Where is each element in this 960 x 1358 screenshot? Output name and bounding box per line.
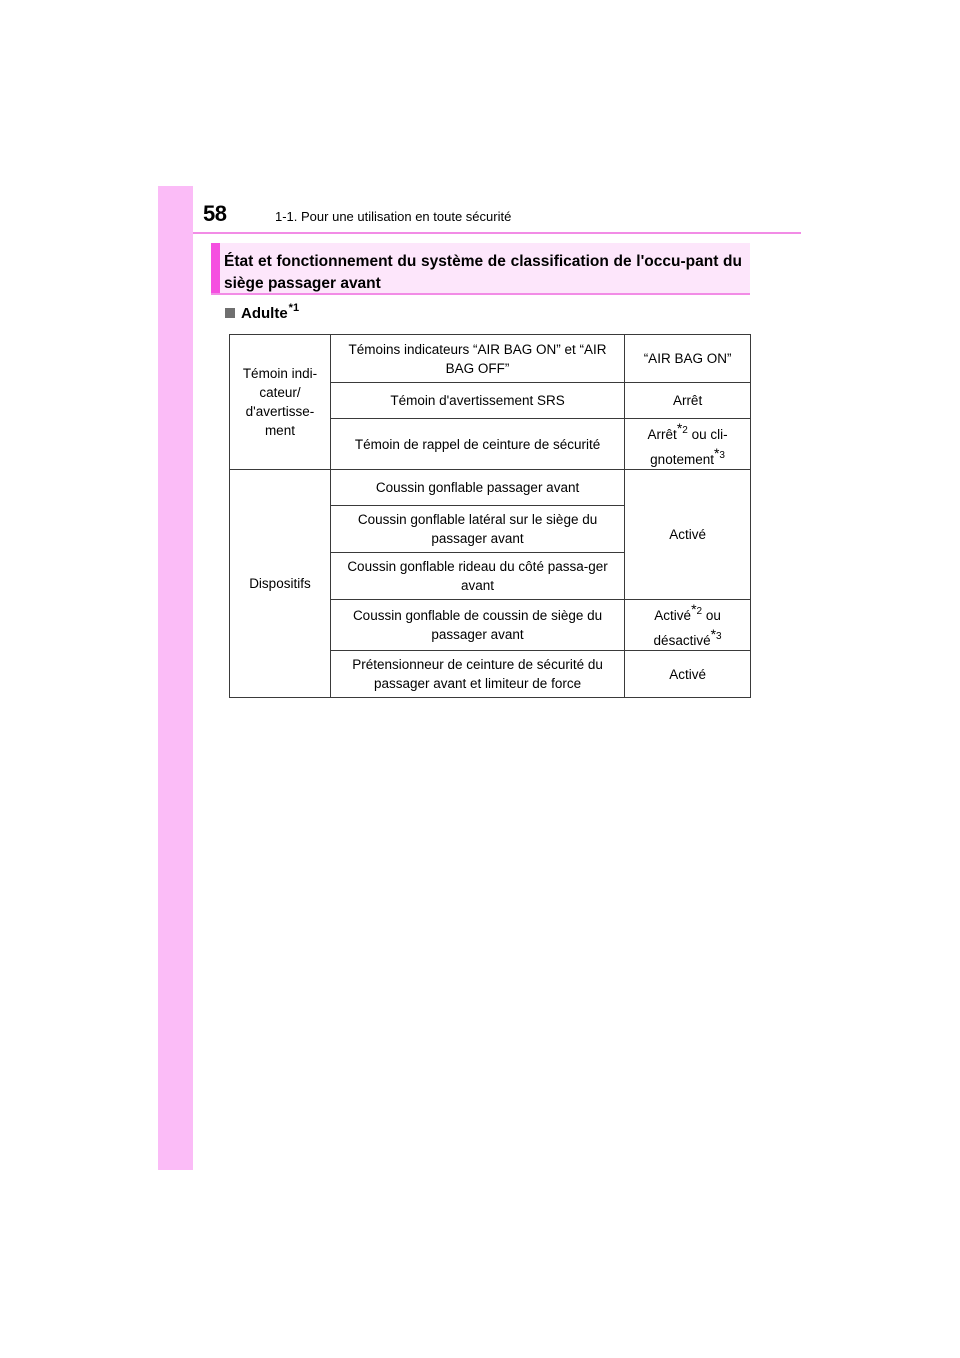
subheading-label: Adulte bbox=[241, 305, 288, 322]
section-accent-bar bbox=[211, 243, 220, 293]
item-cell: Coussin gonflable rideau du côté passa-ger avant bbox=[330, 553, 624, 600]
page-number: 58 bbox=[203, 201, 227, 226]
square-bullet-icon bbox=[225, 308, 235, 318]
section-heading-box bbox=[211, 243, 750, 295]
state-cell: Activé$^{*2}$ ou désactivé$^{*3}$ bbox=[625, 600, 751, 651]
subheading-adulte bbox=[225, 302, 299, 322]
item-cell: Témoin de rappel de ceinture de sécurité bbox=[330, 419, 624, 470]
chapter-side-tab bbox=[158, 186, 193, 1170]
item-cell: Coussin gonflable latéral sur le siège du passager avant bbox=[330, 506, 624, 553]
status-table bbox=[229, 334, 751, 698]
merged-state-cell: Activé bbox=[625, 470, 751, 600]
state-cell: Arrêt bbox=[625, 383, 751, 419]
footnote-ref: *1 bbox=[288, 302, 300, 314]
item-cell: Coussin gonflable de coussin de siège du passager avant bbox=[330, 600, 624, 651]
indicator-group-cell: Témoin indi-cateur/ d'avertisse-ment bbox=[230, 335, 331, 470]
running-header: 1-1. Pour une utilisation en toute sécurité bbox=[275, 209, 512, 224]
devices-group-cell: Dispositifs bbox=[230, 470, 331, 698]
item-cell: Coussin gonflable passager avant bbox=[330, 470, 624, 506]
state-cell: Arrêt$^{*2}$ ou cli-gnotement$^{*3}$ bbox=[625, 419, 751, 470]
state-cell: Activé bbox=[625, 651, 751, 698]
state-cell: “AIR BAG ON” bbox=[625, 335, 751, 383]
item-cell: Prétensionneur de ceinture de sécurité du passager avant et limiteur de force bbox=[330, 651, 624, 698]
table-row bbox=[230, 335, 751, 383]
header-divider bbox=[193, 232, 801, 234]
item-cell: Témoin d'avertissement SRS bbox=[330, 383, 624, 419]
section-title: État et fonctionnement du système de classification de l'occu-pant du siège passager avant bbox=[224, 253, 742, 292]
table-row bbox=[230, 470, 751, 506]
item-cell: Témoins indicateurs “AIR BAG ON” et “AIR BAG OFF” bbox=[330, 335, 624, 383]
